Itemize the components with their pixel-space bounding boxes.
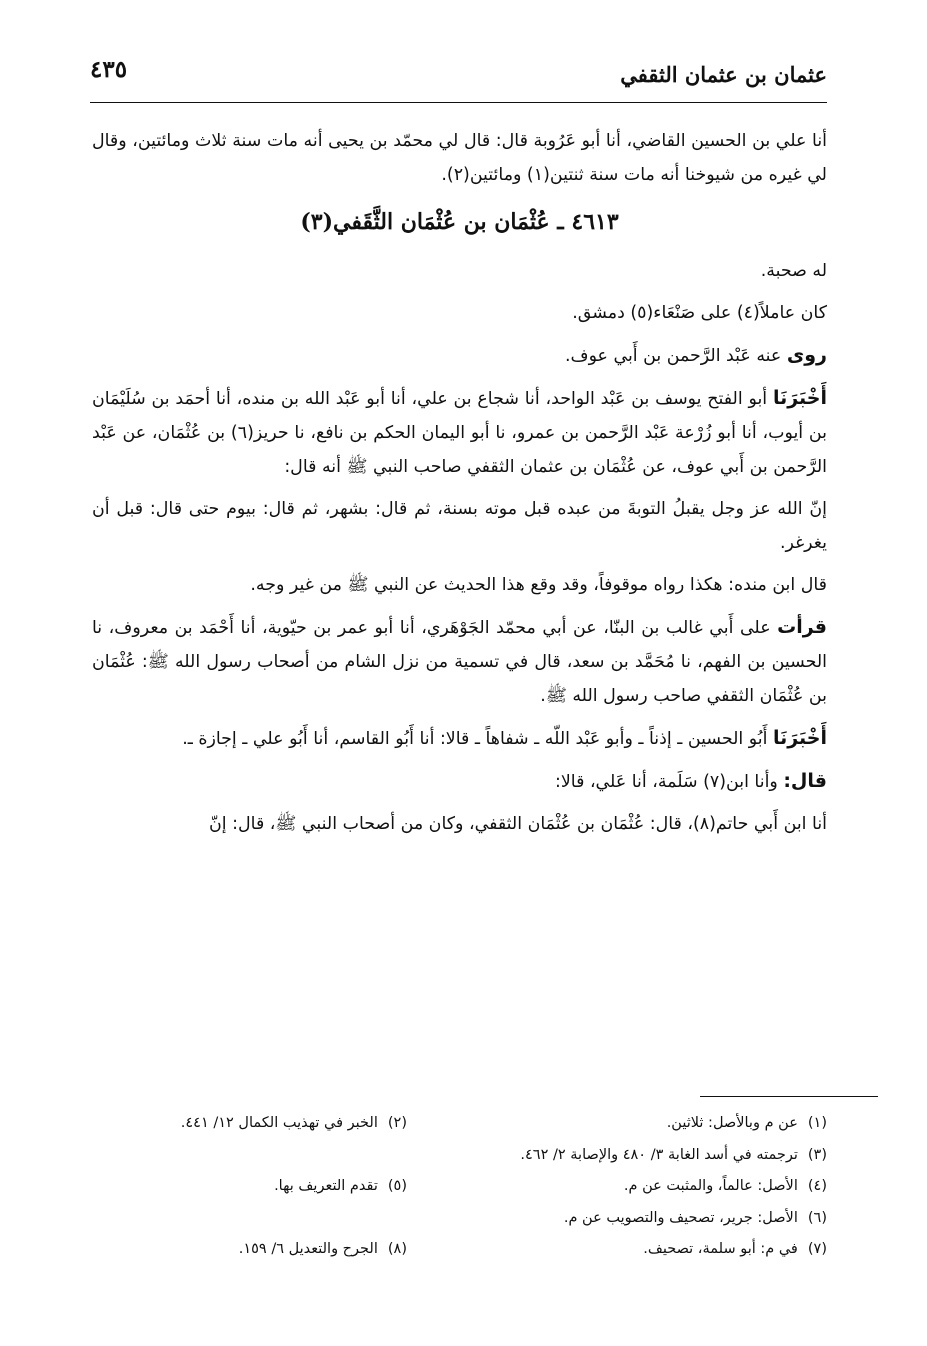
footnote-row <box>100 1234 827 1266</box>
footnote-text: الخبر في تهذيب الكمال ١٢/ ٤٤١. <box>180 1115 378 1131</box>
running-title: عثمان بن عثمان الثقفي <box>620 62 827 87</box>
last-line: أنا ابن أَبي حاتم(٨)، قال: عُثْمَان بن عُثْمَان الثقفي، وكان من أصحاب النبي ﷺ، قال: إنّ <box>209 814 827 834</box>
footnote-2 <box>107 1108 407 1140</box>
footnote-number: (٨) <box>387 1241 407 1257</box>
footnotes <box>100 1108 827 1266</box>
footnote-text: ترجمته في أسد الغابة ٣/ ٤٨٠ والإصابة ٢/ ٤٦٢. <box>520 1146 798 1163</box>
footnote-number: (٧) <box>807 1241 827 1257</box>
line-amil: كان عاملاً(٤) على صَنْعَاء(٥) دمشق. <box>572 303 827 323</box>
qaraat-lead: قرأت <box>777 616 827 638</box>
akhbarana-paragraph-1 <box>92 381 827 484</box>
rawa-lead: روى <box>786 344 827 366</box>
qaraat-text: على أَبي غالب بن البنّا، عن أبي محمّد الجَوْهَري، أنا أبو عمر بن حيّوية، أنا أَحْمَد بن معروف، نا الحسين بن الفهم، نا مُحَمَّد بن سعد، قال في تسمية من نزل الشام من أصحاب رسول الله ﷺ: عُثْمَان بن عُثْمَان الثقفي صاحب رسول الله ﷺ. <box>92 618 827 706</box>
akhbarana-lead-1: أَخْبَرَنَا <box>772 387 827 409</box>
footnote-1 <box>407 1108 827 1140</box>
footnote-number: (١) <box>807 1115 827 1131</box>
footnote-divider <box>700 1096 878 1097</box>
footnote-text: الأصل: عالماً، والمثبت عن م. <box>623 1178 798 1194</box>
footnote-number: (٥) <box>387 1178 407 1194</box>
footnote-text: تقدم التعريف بها. <box>274 1178 378 1194</box>
footnote-number: (٣) <box>807 1146 827 1163</box>
qala-text: وأنا ابن(٧) سَلَمة، أنا عَلي، قالا: <box>555 772 778 792</box>
footnote-number: (٢) <box>387 1115 407 1131</box>
footnote-text: عن م وبالأصل: ثلاثين. <box>666 1115 798 1131</box>
intro-paragraph: أنا علي بن الحسين القاضي، أنا أبو عَرُوبة قال: قال لي محمّد بن يحيى أنه مات سنة ثلاث ومائتين، وقال لي غيره من شيوخنا أنه مات سنة ثنتين(١) ومائتين(٢). <box>92 131 827 185</box>
qala-paragraph <box>92 764 827 799</box>
hadith-paragraph: إنّ الله عز وجل يقبلُ التوبةَ من عبده قبل موته بسنة، ثم قال: بشهر، ثم قال: بيوم حتى قال: قبل أن يغرغر. <box>92 499 827 553</box>
akhbarana-lead-2: أَخْبَرَنَا <box>772 727 827 749</box>
footnote-8 <box>107 1234 407 1266</box>
footnote-row <box>100 1203 827 1235</box>
page-header <box>90 56 827 103</box>
ibn-mandah-paragraph: قال ابن منده: هكذا رواه موقوفاً، وقد وقع هذا الحديث عن النبي ﷺ من غير وجه. <box>250 575 827 595</box>
footnote-row <box>100 1171 827 1203</box>
rawa-paragraph <box>92 338 827 373</box>
footnote-text: الأصل: جرير، تصحيف والتصويب عن م. <box>563 1209 798 1226</box>
footnote-text: الجرح والتعديل ٦/ ١٥٩. <box>238 1241 378 1257</box>
entry-title: ٤٦١٣ ـ عُثْمَان بن عُثْمَان الثَّقَفي(٣) <box>300 209 619 235</box>
footnote-6 <box>407 1203 827 1235</box>
qala-lead: قال: <box>783 770 827 792</box>
akhbarana-paragraph-2 <box>92 721 827 756</box>
qaraat-paragraph <box>92 610 827 713</box>
footnote-4 <box>407 1171 827 1203</box>
akhbarana-text-1: أبو الفتح يوسف بن عَبْد الواحد، أنا شجاع بن علي، أنا أبو عَبْد الله بن منده، أنا أحمَد بن سُلَيْمَان بن أيوب، أنا أبو زُرْعة عَبْد الرَّحمن بن عمرو، نا أبو اليمان الحكم بن نافع، نا حريز(٦) بن عُثْمَان، عن عَبْد الرَّحمن بن أَبي عوف، عن عُثْمَان بن عثمان الثقفي صاحب النبي ﷺ أنه قال: <box>92 389 827 477</box>
footnote-5 <box>107 1171 407 1203</box>
line-sohba: له صحبة. <box>760 261 827 281</box>
footnote-number: (٤) <box>807 1178 827 1194</box>
footnote-3 <box>407 1140 827 1172</box>
footnote-text: في م: أبو سلمة، تصحيف. <box>643 1241 798 1257</box>
footnote-row <box>100 1108 827 1140</box>
footnote-number: (٦) <box>807 1209 827 1226</box>
akhbarana-text-2: أَبُو الحسين ـ إذناً ـ وأبو عَبْد اللّه ـ شفاهاً ـ قالا: أنا أَبُو القاسم، أنا أَبُو علي ـ إجازة ـ. <box>182 729 768 749</box>
rawa-text: عنه عَبْد الرَّحمن بن أَبي عوف. <box>565 346 782 366</box>
footnote-row <box>100 1140 827 1172</box>
footnote-7 <box>407 1234 827 1266</box>
main-text <box>92 124 827 849</box>
page-number: ٤٣٥ <box>90 56 128 83</box>
